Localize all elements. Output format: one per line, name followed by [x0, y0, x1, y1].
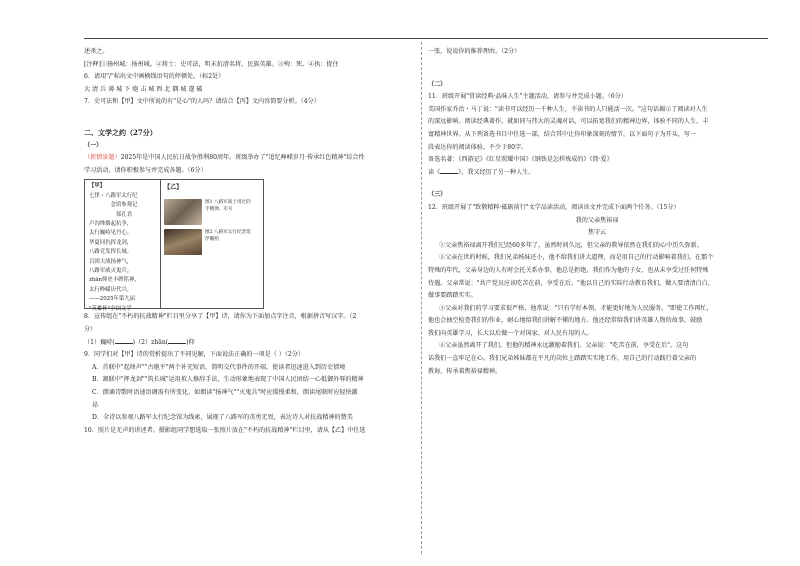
jia-poem	[89, 182, 159, 314]
right-column	[428, 46, 766, 378]
yi-label: 【乙】	[164, 184, 183, 192]
relief-photo-image	[164, 229, 202, 255]
line: 一张，说说你的推荐理由。（2分）	[428, 48, 521, 55]
poem-line: 太行峥嵘历代兴。	[89, 286, 133, 293]
photo-caption: 图1 八路军战士用过的手榴弹、军号	[205, 199, 251, 212]
line: 段表达你的阅读体验。不少于80字。	[428, 143, 528, 151]
para-line: 做事要踏踏实实。	[428, 292, 477, 300]
poem-line: zhān仰史丰碑铭神，	[89, 277, 140, 284]
article-title: 我的父亲焦裕禄	[575, 216, 619, 224]
option: C．朗诵诗歌时语速语调需有所变化，如朗读"扬神气""灭鬼兵"时应缓慢柔和，朗读尾联时应轻快激	[92, 388, 358, 396]
news-line	[84, 152, 414, 165]
para-line: 待遇。父亲常说："共产党员应该吃苦在前，享受在后。"他以自己的实际行动教育我们，做人要清清白白，	[428, 279, 714, 287]
line: 分）	[84, 325, 97, 333]
book-blank[interactable]	[440, 167, 458, 174]
option: 昂	[92, 401, 99, 409]
poem-line: "英雄杯"全国文学	[89, 305, 132, 312]
header-rule	[84, 38, 768, 39]
para-line: 他也会抽空检查我们的作业，耐心地给我们讲解不懂的地方。他还经常给我们讲英雄人物的故事，鼓励	[428, 317, 703, 325]
line: 富精神世界。从下列备选书目中任选一部，结合其中让你印象深刻的情节，以下面句子为开头，写一	[428, 130, 697, 138]
line: 美国作家乔治・马丁说："读书可以经历一千种人生，不读书的人只能活一次。"这句话揭示了阅读对人生	[428, 105, 708, 113]
line: 学习活动，请你积极参与并完成各题。（6分）	[84, 166, 207, 174]
poem-line: 华夏同仇挥龙剑，	[89, 239, 133, 246]
poem-line: 太行巍峙见丹心。	[89, 230, 133, 237]
subsection-title: （一）	[84, 141, 103, 149]
answer-line: （1）巍峙( )（2）zhān( )仰	[84, 338, 195, 346]
answer-blank[interactable]	[115, 337, 133, 344]
yi-images	[164, 182, 260, 255]
question: 8．宣传组在"不朽的抗战精神"栏目里分享了【甲】诗，请你为下面加点字注音，根据拼音写汉字。（2	[84, 313, 357, 321]
grenade-photo-image	[164, 199, 202, 225]
para-line: 话我们一直牢记在心。我们兄弟姊妹都在平凡的岗位上踏踏实实地工作，用自己的行动践行着父亲的	[428, 355, 697, 363]
jia-label: 【甲】	[89, 183, 106, 190]
book-list: 备选名著：《西游记》《红星照耀中国》《钢铁是怎样炼成的》《简·爱》	[428, 156, 613, 164]
answer-blank[interactable]	[168, 337, 186, 344]
question: 12．班级开展了"致敬精粹·砥砺前行"文学品读活动，阅读该文并完成下面两个任务。（15分）	[428, 203, 680, 211]
material-box	[84, 179, 264, 312]
line: 大 清 兵 薄 城 下 炮 击 城 西 北 隅 城 遂 破	[84, 85, 203, 93]
poem-line: 七律・八路军太行纪	[89, 192, 138, 199]
column-divider	[421, 42, 422, 554]
poem-line: 念馆参观记	[110, 202, 138, 209]
para-line: 特殊的年代，父亲身边的人有时会托关系办事，他总是拒绝，我们作为他的子女，也从未享受过任何特殊	[428, 266, 709, 274]
para-line: ④父亲虽然离开了我们，但他的精神永远激励着我们。父亲说："吃苦在前，享受在后"，这句	[438, 342, 689, 350]
line: 述杀之。	[84, 48, 109, 55]
poem-line: ——2025年第九届	[89, 296, 136, 303]
question: 10．照片是无声的讲述者。摄影组同学想选取一张照片放在"不朽的抗战精神"栏目里，请从【乙】中任选	[84, 426, 366, 434]
poem-line: 八路竞发挥长城。	[89, 249, 133, 256]
material-divider	[160, 180, 161, 308]
subsection-title: （二）	[428, 80, 447, 88]
section-title: 二、文学之约（27分）	[84, 127, 157, 137]
poem-line: 百团大战扬神气，	[89, 258, 133, 265]
question: 11．班级开展"赏读经典·品味人生"主题活动，请参与并完成小题。（6分）	[428, 93, 627, 101]
news-text: 2025年是中国人民抗日战争胜利80周年。班级举办了"追忆峥嵘岁月·传承红色精神"综合性	[120, 154, 365, 162]
poem-line: 八路军威灭鬼兵。	[89, 268, 133, 274]
option: A．首联中"起烽声""古炮平"两个补充短语，简明交代事件的开端，使读者迅速进入到历史情境	[92, 363, 346, 371]
subsection-title: （三）	[428, 191, 447, 199]
prompt-line: 读《 》，我又经历了另一种人生。	[428, 168, 535, 176]
option: D．全诗以参观八路军太行纪念馆为线索，展现了八路军的英勇无畏，表达诗人对抗战精神的赞美	[92, 414, 353, 422]
option: B．颔联中"挥龙剑""筑长城"运用拟人修辞手法，生动形象地表现了中国人民团结一心抵御外辱的精神	[92, 376, 364, 384]
line: 的深远影响。阅读经典著作，就如同与伟大的灵魂对话，可以拓宽我们的精神边界，体验不同的人生，丰	[428, 118, 709, 126]
line: [注释]①扬州城：扬州城。②将士：史可法，明末抗清名将、民族英雄。③殉：死。④执：捉住	[84, 60, 339, 68]
line: 6．请用"/"标出文中画横线语句的停顿处。（标2处）	[84, 73, 225, 81]
para-line: 教诲，传承着焦裕禄精神。	[428, 367, 502, 375]
para-line: ②父亲在世的时候，我们兄弟姊妹还小，他不给我们讲大道理，而是用自己的行动影响着我们。在那个	[438, 254, 714, 262]
para-line: ①父亲焦裕禄离开我们已经60多年了，虽然时间久远，但父亲的教导依然在我们的心中历久弥新。	[438, 241, 703, 249]
para-line: 我们向英雄学习，长大以后做一个对国家、对人民有用的人。	[428, 329, 593, 337]
line: 7．史可法和【甲】文中所说的有"是心"的人吗？请结合【丙】文内容简要分析。（4分）	[84, 98, 320, 106]
question: 9．同学们对【甲】诗的赏析提出了不同见解，下面说法正确的一项是（ ）（2分）	[84, 351, 304, 359]
news-tag: （新情景题）	[84, 154, 121, 162]
poem-line: 卢沟烽烟起抗争，	[89, 220, 133, 227]
poem-line: 郑孔君	[115, 211, 133, 218]
article-author: 焦守云	[587, 229, 607, 237]
para-line: ③父亲对我们的学习要求很严格，他常说："只有学好本领，才能更好地为人民服务。"即使工作再忙，	[438, 304, 713, 312]
left-column	[84, 46, 414, 437]
photo-caption: 图2 八路军太行纪念馆浮雕照	[205, 229, 251, 242]
